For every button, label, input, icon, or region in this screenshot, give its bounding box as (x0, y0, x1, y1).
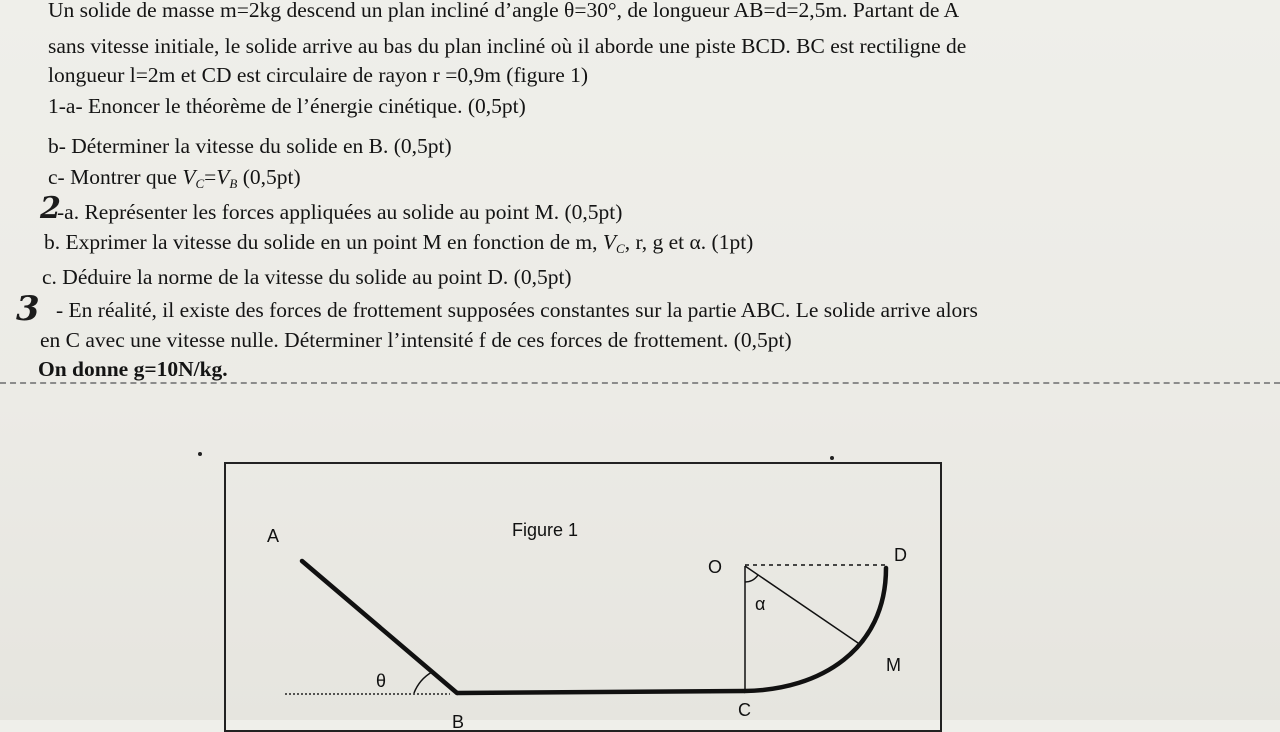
figure-title: Figure 1 (512, 520, 579, 540)
question-2b-suffix: , r, g et α. (1pt) (624, 230, 754, 254)
question-1c-prefix: c- Montrer que (48, 165, 183, 189)
given-data: On donne g=10N/kg. (38, 357, 228, 381)
circular-track-cd (745, 568, 886, 691)
question-3-line-1: - En réalité, il existe des forces de frottement supposées constantes sur la partie ABC. Le solide arrive alors (56, 298, 978, 322)
subscript-c: C (616, 241, 625, 256)
equals-sign: = (204, 165, 217, 189)
question-3-line-2: en C avec une vitesse nulle. Déterminer l’intensité f de ces forces de frottement. (0,5pt) (40, 328, 792, 352)
question-2c: c. Déduire la norme de la vitesse du solide au point D. (0,5pt) (42, 265, 572, 289)
point-m-label: M (886, 655, 901, 675)
point-o-label: O (708, 557, 723, 577)
straight-track-bc (457, 691, 745, 693)
point-b-label: B (452, 712, 465, 732)
question-1a: 1-a- Enoncer le théorème de l’énergie cinétique. (0,5pt) (48, 94, 526, 118)
question-1b: b- Déterminer la vitesse du solide en B. (0,5pt) (48, 134, 452, 158)
subscript-b: B (229, 176, 238, 191)
point-d-label: D (894, 545, 907, 565)
point-c-label: C (738, 700, 751, 720)
alpha-angle-arc (745, 575, 758, 582)
question-2a: -a. Représenter les forces appliquées au solide au point M. (0,5pt) (57, 200, 623, 224)
text-line-3: longueur l=2m et CD est circulaire de rayon r =0,9m (figure 1) (48, 63, 589, 87)
alpha-label: α (755, 594, 766, 614)
theta-angle-arc (414, 672, 432, 693)
handwritten-number-3: 3 (16, 289, 40, 329)
text-line-2: sans vitesse initiale, le solide arrive au bas du plan incliné où il aborde une piste BCD. BC est rectiligne de (48, 34, 967, 58)
velocity-symbol: V (216, 165, 230, 189)
text-line-1: Un solide de masse m=2kg descend un plan incliné d’angle θ=30°, de longueur AB=d=2,5m. Partant de A (48, 0, 960, 22)
question-2b-prefix: b. Exprimer la vitesse du solide en un point M en fonction de m, (44, 230, 603, 254)
subscript-c: C (195, 176, 205, 191)
velocity-symbol: V (182, 165, 196, 189)
theta-label: θ (376, 671, 387, 691)
point-a-label: A (267, 526, 280, 546)
question-1c-points: (0,5pt) (237, 165, 301, 189)
velocity-symbol: V (602, 230, 617, 254)
handwritten-number-2: 2 (40, 191, 61, 226)
